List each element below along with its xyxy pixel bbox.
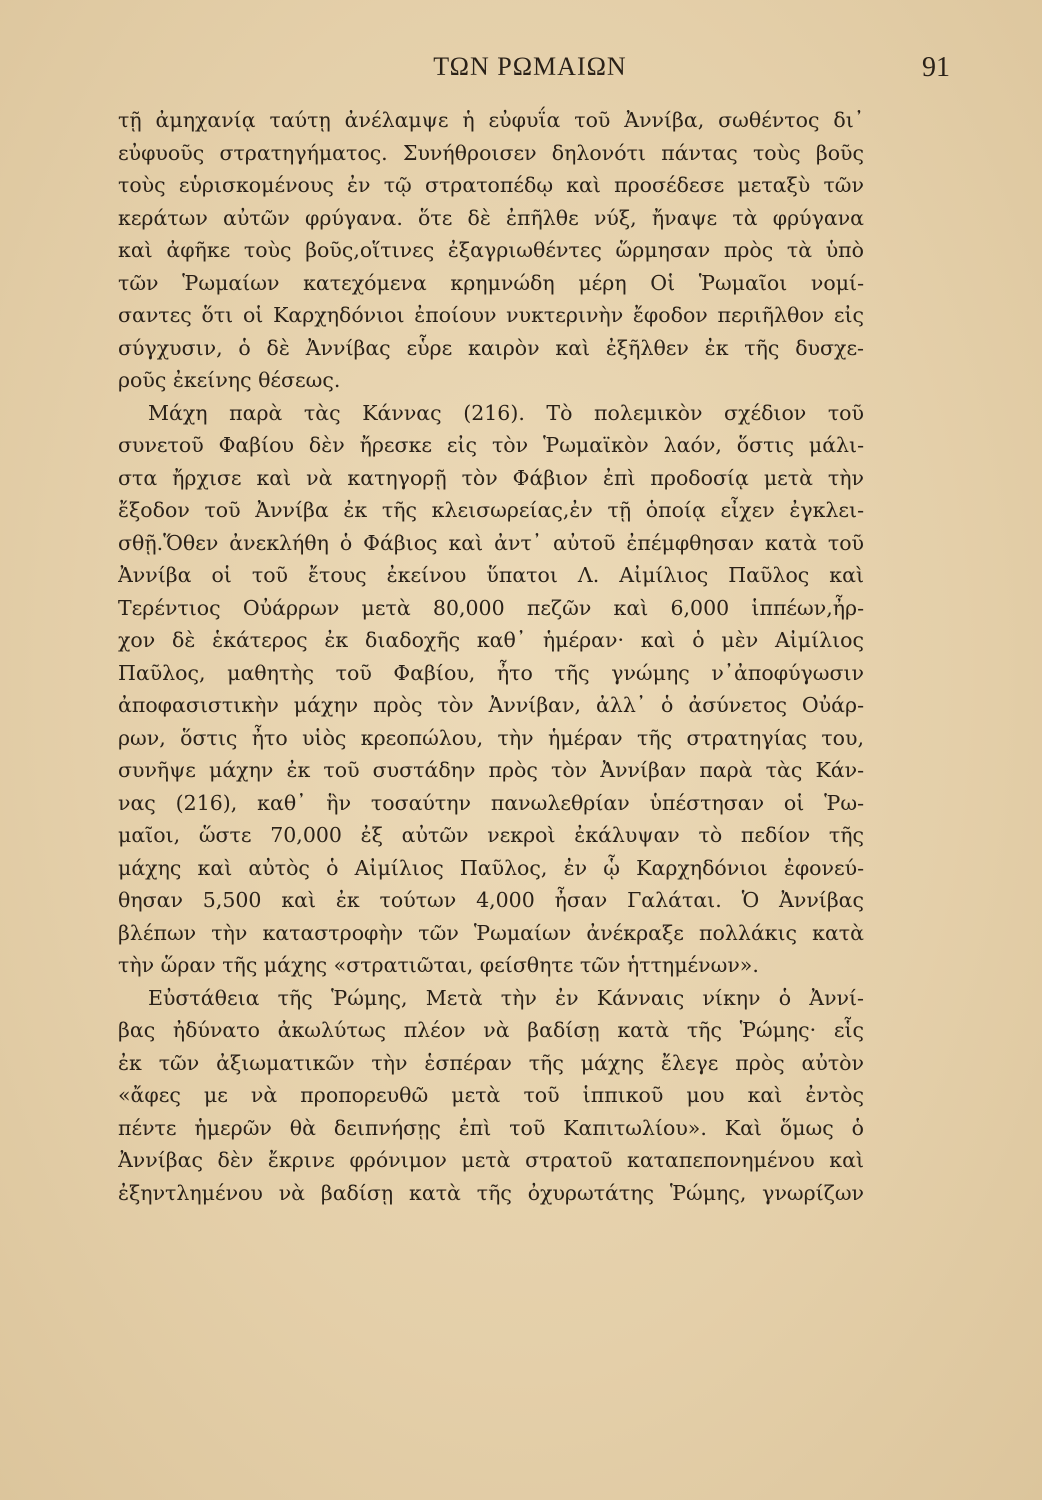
text-line: θησαν 5,500 καὶ ἐκ τούτων 4,000 ἦσαν Γαλάται. Ὁ Ἀννίβας <box>118 888 864 912</box>
page-number: 91 <box>922 52 950 83</box>
text-line: Ἀννίβας δὲν ἔκρινε φρόνιμον μετὰ στρατοῦ καταπεπονημένου καὶ <box>118 1148 864 1172</box>
text-line: ρων, ὅστις ἦτο υἱὸς κρεοπώλου, τὴν ἡμέραν τῆς στρατηγίας του, <box>118 725 864 750</box>
text-line: Τερέντιος Οὐάρρων μετὰ 80,000 πεζῶν καὶ 6,000 ἱππέων,ἦρ- <box>118 595 864 620</box>
text-line: τῇ ἀμηχανίᾳ ταύτῃ ἀνέλαμψε ἡ εὐφυΐα τοῦ Ἀννίβα, σωθέντος δι᾽ <box>118 108 864 132</box>
text-line: πέντε ἡμερῶν θὰ δειπνήσῃς ἐπὶ τοῦ Καπιτωλίου». Καὶ ὅμως ὁ <box>118 1115 864 1140</box>
text-line: χον δὲ ἑκάτερος ἐκ διαδοχῆς καθ᾽ ἡμέραν· καὶ ὁ μὲν Αἰμίλιος <box>118 628 864 652</box>
text-line: ἀποφασιστικὴν μάχην πρὸς τὸν Ἀννίβαν, ἀλλ᾽ ὁ ἀσύνετος Οὐάρ- <box>118 693 864 717</box>
text-line: βας ἠδύνατο ἀκωλύτως πλέον νὰ βαδίσῃ κατὰ τῆς Ῥώμης· εἷς <box>118 1018 864 1042</box>
text-line: στα ἤρχισε καὶ νὰ κατηγορῇ τὸν Φάβιον ἐπὶ προδοσίᾳ μετὰ τὴν <box>118 465 864 490</box>
text-line: συνῆψε μάχην ἐκ τοῦ συστάδην πρὸς τὸν Ἀννίβαν παρὰ τὰς Κάν- <box>118 758 864 782</box>
text-line: ἐκ τῶν ἀξιωματικῶν τὴν ἑσπέραν τῆς μάχης ἔλεγε πρὸς αὐτὸν <box>118 1050 864 1075</box>
section-heading-line: Μάχη παρὰ τὰς Κάννας (216). Τὸ πολεμικὸν σχέδιον τοῦ <box>148 400 864 425</box>
running-head <box>110 52 950 92</box>
text-line: συνετοῦ Φαβίου δὲν ἤρεσκε εἰς τὸν Ῥωμαϊκὸν λαόν, ὅστις μάλι- <box>118 433 864 457</box>
body-text <box>118 104 864 1209</box>
text-line: καὶ ἀφῆκε τοὺς βοῦς,οἵτινες ἐξαγριωθέντες ὥρμησαν πρὸς τὰ ὑπὸ <box>118 238 864 262</box>
text-line: τὴν ὥραν τῆς μάχης «στρατιῶται, φείσθητε τῶν ἡττημένων». <box>118 953 759 977</box>
section-heading-line: Εὐστάθεια τῆς Ῥώμης, Μετὰ τὴν ἐν Κάνναις νίκην ὁ Ἀννί- <box>148 985 864 1010</box>
text-line: ροῦς ἐκείνης θέσεως. <box>118 368 341 392</box>
text-line: σθῇ.Ὅθεν ἀνεκλήθη ὁ Φάβιος καὶ ἀντ᾽ αὐτοῦ ἐπέμφθησαν κατὰ τοῦ <box>118 530 864 555</box>
text-line: σύγχυσιν, ὁ δὲ Ἀννίβας εὗρε καιρὸν καὶ ἐξῆλθεν ἐκ τῆς δυσχε- <box>118 335 864 360</box>
text-line: εὐφυοῦς στρατηγήματος. Συνήθροισεν δηλονότι πάντας τοὺς βοῦς <box>118 140 864 165</box>
text-line: κεράτων αὐτῶν φρύγανα. ὅτε δὲ ἐπῆλθε νύξ, ἤναψε τὰ φρύγανα <box>118 205 864 230</box>
text-line: τοὺς εὑρισκομένους ἐν τῷ στρατοπέδῳ καὶ προσέδεσε μεταξὺ τῶν <box>118 173 864 197</box>
text-line: τῶν Ῥωμαίων κατεχόμενα κρημνώδη μέρη Οἱ Ῥωμαῖοι νομί- <box>118 270 864 295</box>
text-line: βλέπων τὴν καταστροφὴν τῶν Ῥωμαίων ἀνέκραξε πολλάκις κατὰ <box>118 920 864 945</box>
text-line: Παῦλος, μαθητὴς τοῦ Φαβίου, ἦτο τῆς γνώμης ν᾽ἀποφύγωσιν <box>118 660 864 685</box>
running-title: ΤΩΝ ΡΩΜΑΙΩΝ <box>433 52 627 81</box>
text-line: μάχης καὶ αὐτὸς ὁ Αἰμίλιος Παῦλος, ἐν ᾧ Καρχηδόνιοι ἐφονεύ- <box>118 855 864 880</box>
text-line: «ἄφες με νὰ προπορευθῶ μετὰ τοῦ ἱππικοῦ μου καὶ ἐντὸς <box>118 1083 864 1107</box>
text-line: μαῖοι, ὥστε 70,000 ἐξ αὐτῶν νεκροὶ ἐκάλυψαν τὸ πεδίον τῆς <box>118 823 864 847</box>
text-line: σαντες ὅτι οἱ Καρχηδόνιοι ἐποίουν νυκτερινὴν ἔφοδον περιῆλθον εἰς <box>118 303 864 327</box>
text-line: ἔξοδον τοῦ Ἀννίβα ἐκ τῆς κλεισωρείας,ἐν τῇ ὁποίᾳ εἶχεν ἐγκλει- <box>118 498 864 522</box>
text-line: ἐξηντλημένου νὰ βαδίσῃ κατὰ τῆς ὀχυρωτάτης Ῥώμης, γνωρίζων <box>118 1180 864 1205</box>
text-line: νας (216), καθ᾽ ἣν τοσαύτην πανωλεθρίαν ὑπέστησαν οἱ Ῥω- <box>118 790 864 815</box>
text-line: Ἀννίβα οἱ τοῦ ἔτους ἐκείνου ὕπατοι Λ. Αἰμίλιος Παῦλος καὶ <box>118 563 864 587</box>
